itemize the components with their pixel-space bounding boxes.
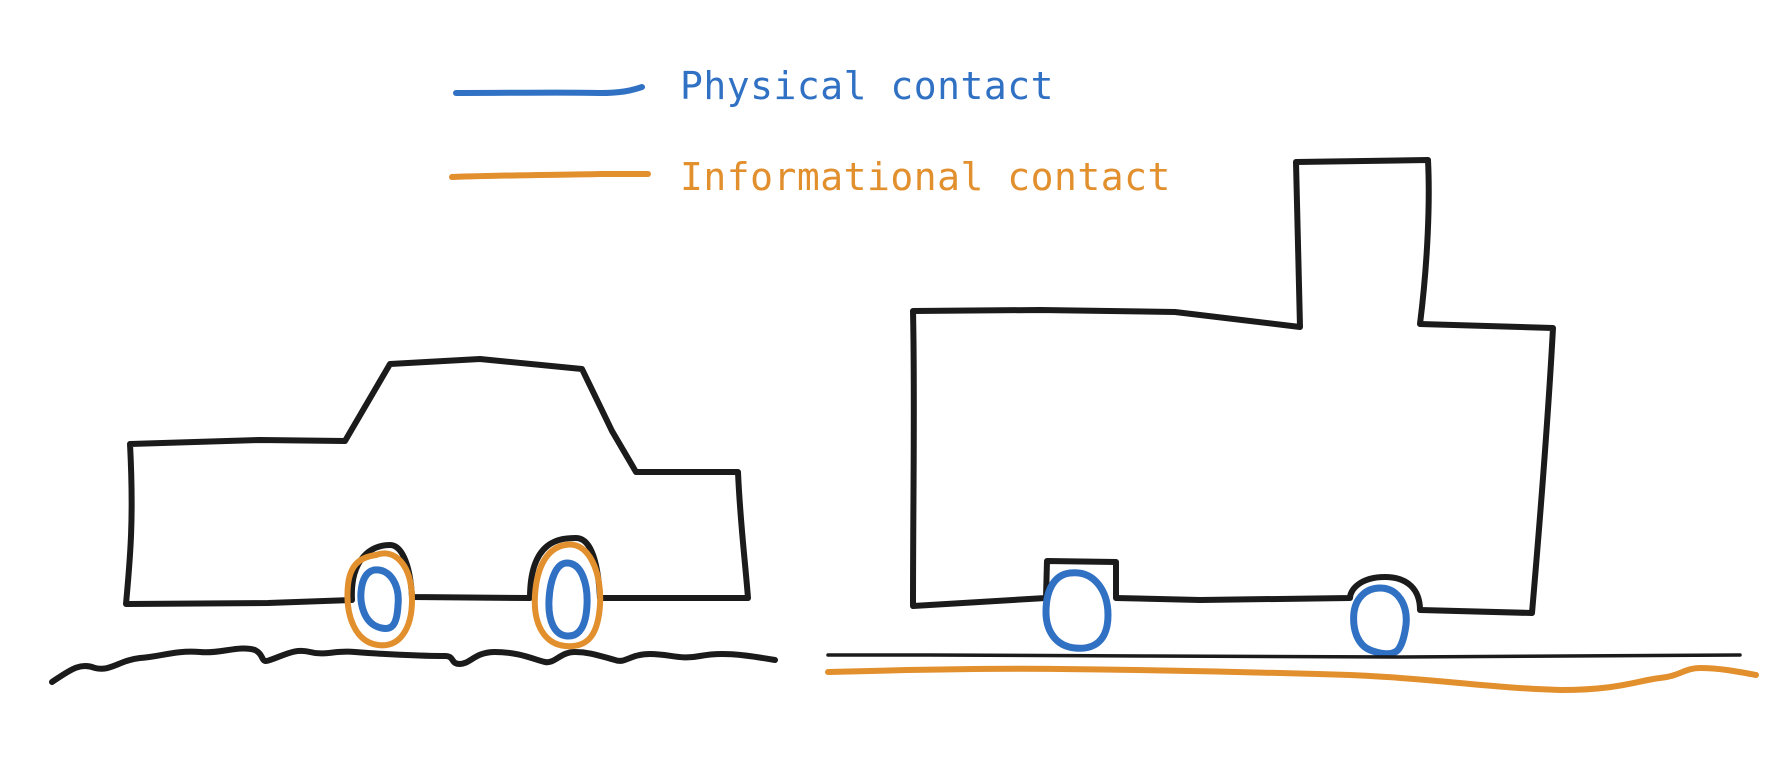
truck-front-wheel-physical (1354, 588, 1407, 654)
truck-rear-wheel-physical (1046, 573, 1108, 649)
truck-figure (828, 160, 1756, 690)
truck-ground-informational (828, 668, 1756, 690)
legend-informational-label: Informational contact (680, 155, 1171, 199)
legend (452, 64, 1171, 199)
car-rear-wheel-physical (361, 570, 398, 629)
car-front-wheel-physical (549, 563, 587, 636)
car-ground-bumpy (52, 648, 775, 682)
truck-ground-flat (828, 655, 1740, 657)
car-body-outline (126, 359, 748, 604)
legend-informational-line (452, 174, 648, 177)
truck-body-outline (913, 160, 1553, 613)
legend-physical-label: Physical contact (680, 64, 1055, 108)
car-figure (52, 359, 775, 682)
legend-physical-line (456, 87, 642, 93)
